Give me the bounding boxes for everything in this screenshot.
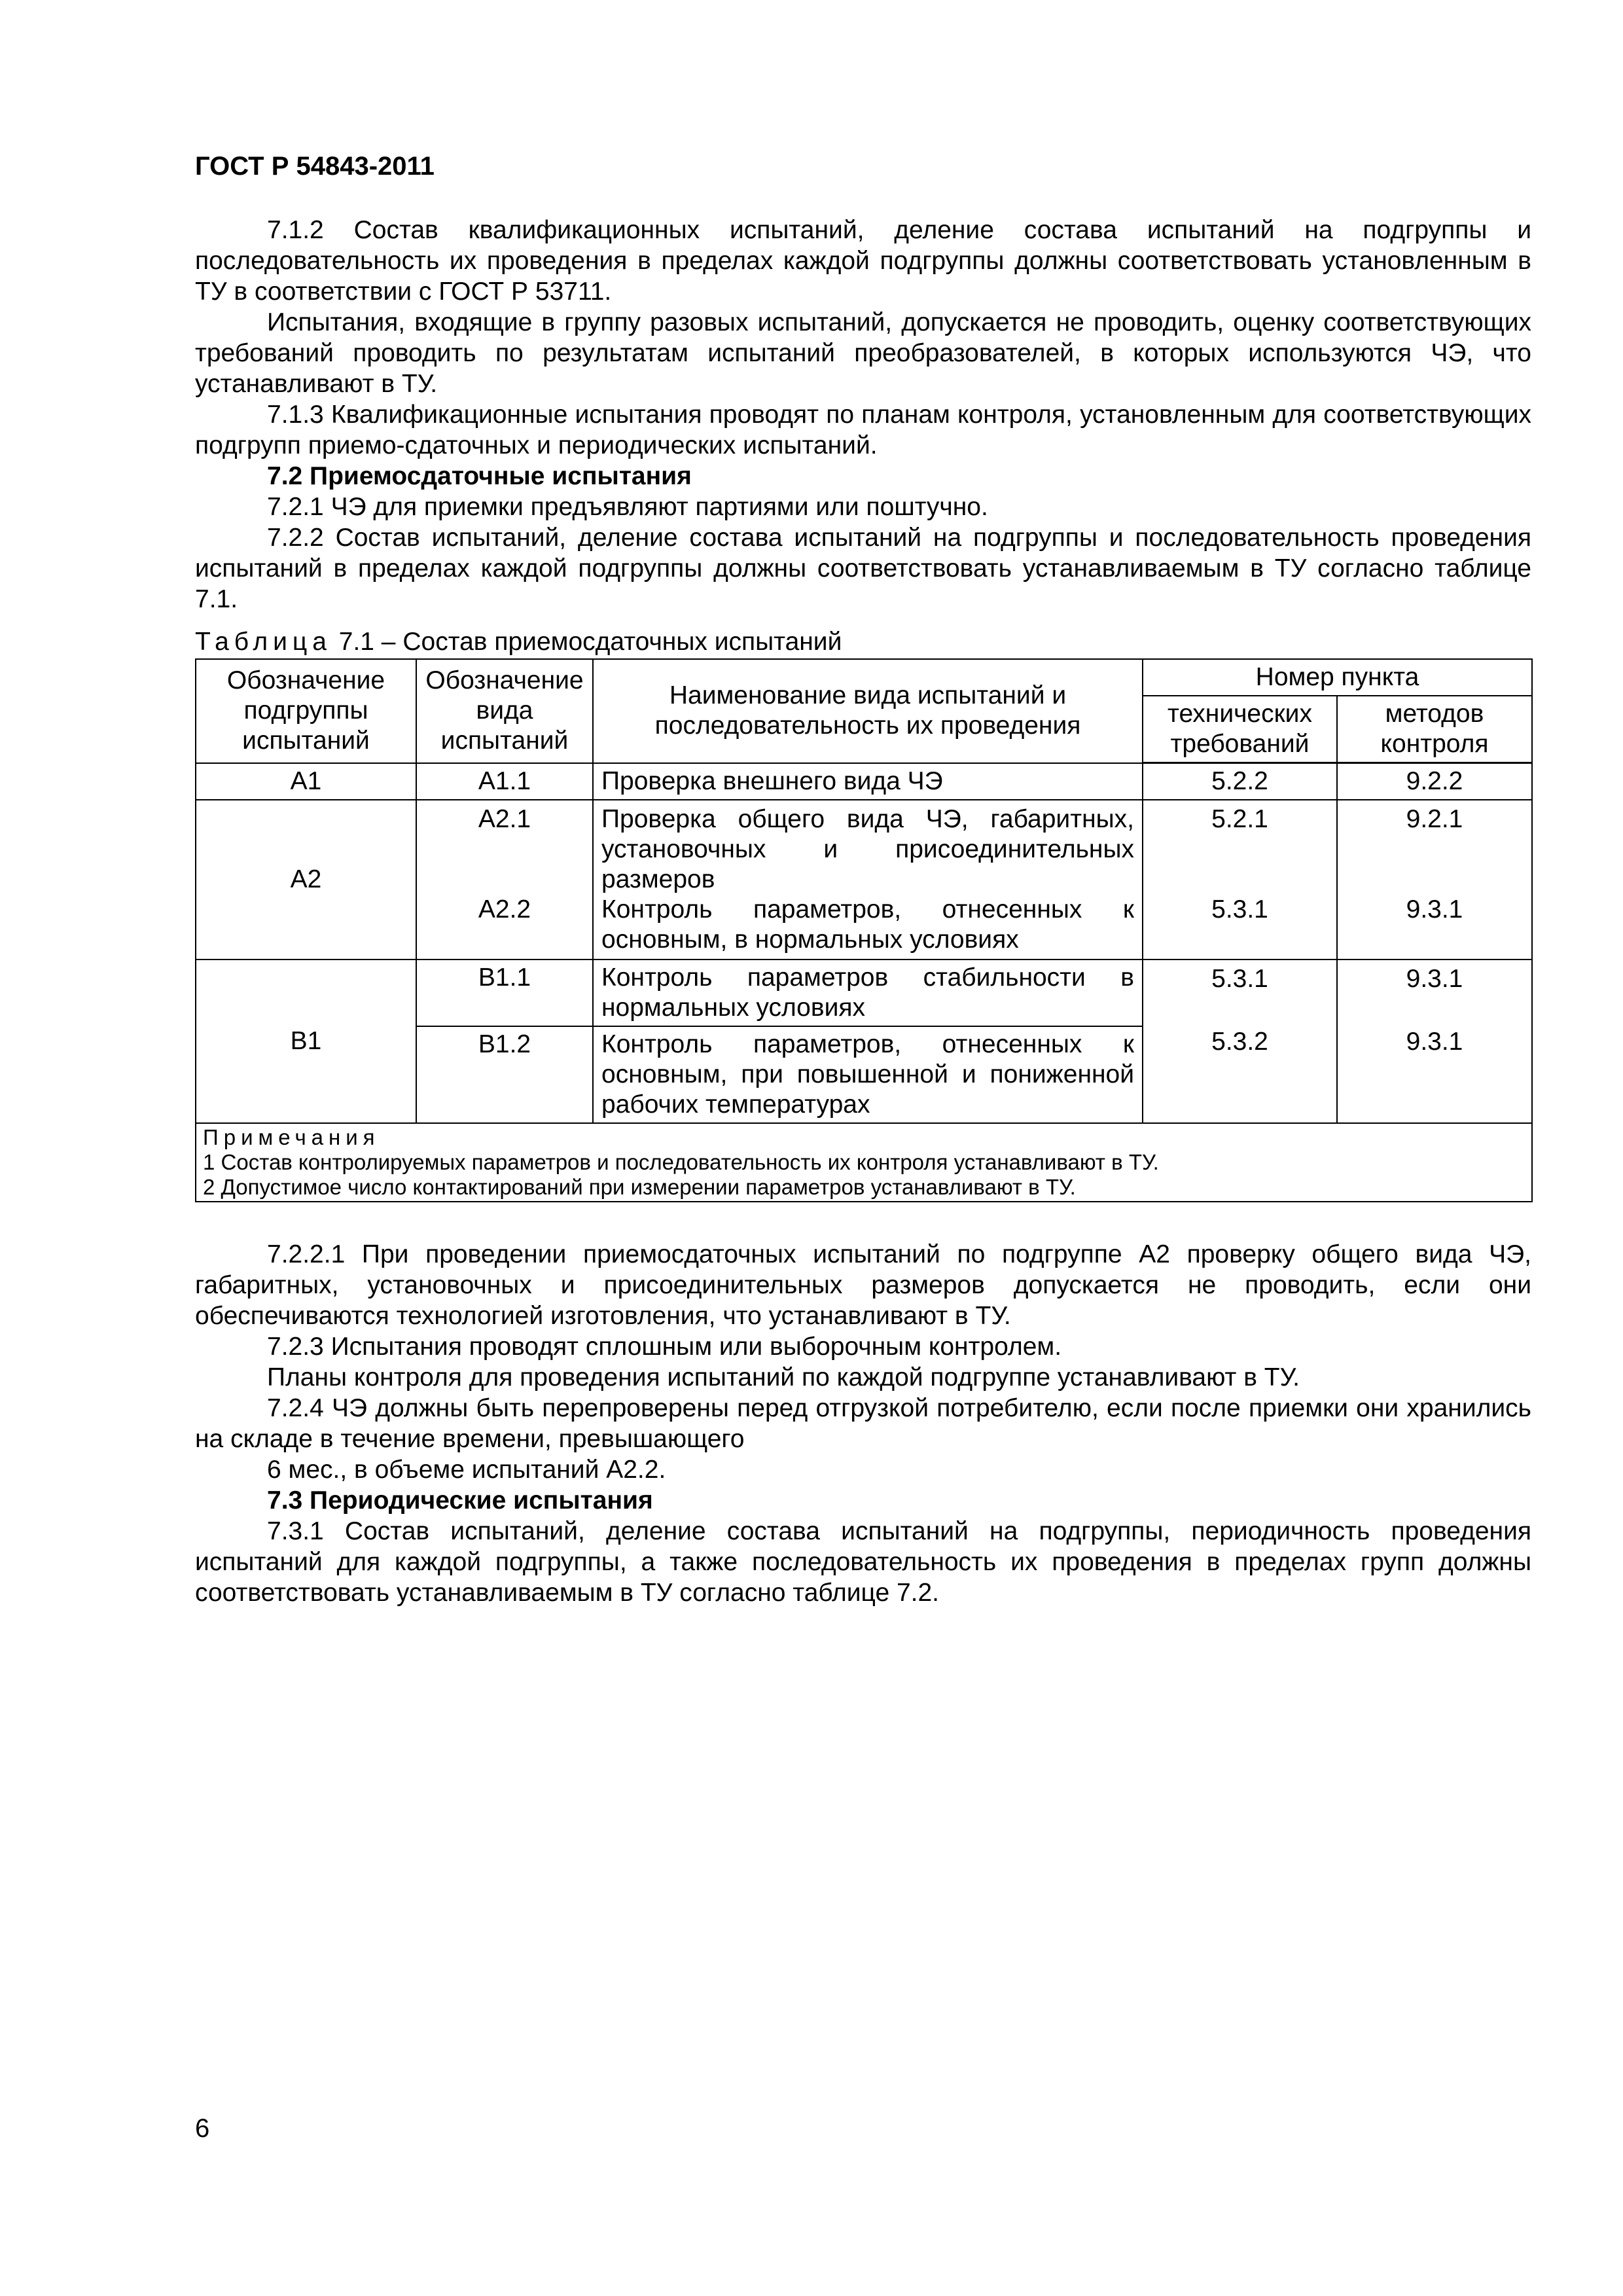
method-clause-cell: 9.2.2 — [1337, 763, 1532, 800]
header-test-name: Наименование вида испытаний и последовательность их проведения — [593, 659, 1143, 763]
test-id-cell: В1.1 — [416, 960, 593, 1026]
test-id-a2-1: А2.1 — [478, 805, 531, 833]
test-id-cell — [416, 800, 593, 960]
group-cell-a2: А2 — [196, 800, 416, 960]
paragraph-six-months: 6 мес., в объеме испытаний А2.2. — [267, 1456, 666, 1484]
paragraph-7-3-1: 7.3.1 Состав испытаний, деление состава испытаний на подгруппы, периодичность проведения испытаний для каждой подгруппы, а также последовательность их проведения в пределах групп должны соответствовать устанавливаемым в ТУ согласно таблице 7.2. — [195, 1517, 1531, 1607]
tech-clause-cell: 5.2.2 — [1143, 763, 1337, 800]
method-clause-a2-1: 9.2.1 — [1406, 805, 1463, 833]
tech-clause-cell — [1143, 960, 1337, 1123]
table-caption — [195, 626, 1531, 657]
header-clause-number: Номер пункта — [1143, 659, 1532, 696]
paragraph-7-2-3: 7.2.3 Испытания проводят сплошным или выборочным контролем. — [267, 1333, 1062, 1361]
document-header: ГОСТ Р 54843-2011 — [195, 152, 435, 181]
table-row — [196, 800, 1532, 960]
note-1: 1 Состав контролируемых параметров и последовательность их контроля устанавливают в ТУ. — [203, 1150, 1159, 1174]
table-caption-word: Таблица — [195, 628, 332, 656]
note-2: 2 Допустимое число контактирований при измерении параметров устанавливают в ТУ. — [203, 1175, 1076, 1199]
table-notes — [196, 1123, 1532, 1202]
paragraph-7-2-2-1: 7.2.2.1 При проведении приемосдаточных испытаний по подгруппе А2 проверку общего вида ЧЭ, габаритных, установочных и присоединительных размеров допускается не проводить, если они обеспечиваются технологией изготовления, что устанавливают в ТУ. — [195, 1240, 1531, 1330]
tech-clause-cell — [1143, 800, 1337, 960]
notes-row — [196, 1123, 1532, 1202]
paragraph-single-tests: Испытания, входящие в группу разовых испытаний, допускается не проводить, оценку соответствующих требований проводить по результатам испытаний преобразователей, в которых используются ЧЭ, что устанавливают в ТУ. — [195, 308, 1531, 398]
tech-clause-b1-2: 5.3.2 — [1211, 1028, 1268, 1056]
tech-clause-a2-1: 5.2.1 — [1211, 805, 1268, 833]
method-clause-cell — [1337, 960, 1532, 1123]
table-caption-title: 7.1 – Состав приемосдаточных испытаний — [331, 628, 842, 656]
test-id-a2-2: А2.2 — [478, 895, 531, 924]
method-clause-b1-1: 9.3.1 — [1406, 965, 1463, 993]
tech-clause-b1-1: 5.3.1 — [1211, 965, 1268, 993]
paragraph-7-2-4: 7.2.4 ЧЭ должны быть перепроверены перед отгрузкой потребителю, если после приемки они хранились на складе в течение времени, превышающего — [195, 1394, 1531, 1453]
heading-7-3: 7.3 Периодические испытания — [267, 1486, 653, 1515]
method-clause-a2-2: 9.3.1 — [1406, 895, 1463, 924]
table-row — [196, 960, 1532, 1026]
test-name-cell — [593, 800, 1143, 960]
header-test-id: Обозначение вида испытаний — [416, 659, 593, 763]
header-control-methods: методов контроля — [1337, 696, 1532, 763]
after-table-section — [195, 1239, 1531, 1608]
header-subgroup: Обозначение подгруппы испытаний — [196, 659, 416, 763]
paragraph-7-2-2: 7.2.2 Состав испытаний, деление состава испытаний на подгруппы и последовательность проведения испытаний в пределах каждой подгруппы должны соответствовать устанавливаемым в ТУ согласно таблице 7.1. — [195, 524, 1531, 613]
group-cell-b1: В1 — [196, 960, 416, 1123]
group-cell-a1: А1 — [196, 763, 416, 800]
tech-clause-a2-2: 5.3.1 — [1211, 895, 1268, 924]
paragraph-7-1-2: 7.1.2 Состав квалификационных испытаний, деление состава испытаний на подгруппы и последовательность их проведения в пределах каждой подгруппы должны соответствовать установленным в ТУ в соответствии с ГОСТ Р 53711. — [195, 216, 1531, 306]
heading-7-2: 7.2 Приемосдаточные испытания — [267, 462, 692, 490]
test-id-cell: В1.2 — [416, 1026, 593, 1123]
test-name-cell: Контроль параметров стабильности в нормальных условиях — [593, 960, 1143, 1026]
notes-title: Примечания — [203, 1125, 380, 1149]
header-tech-requirements: технических требований — [1143, 696, 1337, 763]
paragraph-7-2-1: 7.2.1 ЧЭ для приемки предъявляют партиями или поштучно. — [267, 493, 988, 521]
test-name-cell: Проверка внешнего вида ЧЭ — [593, 763, 1143, 800]
test-name-cell: Контроль параметров, отнесенных к основным, при повышенной и пониженной рабочих температурах — [593, 1026, 1143, 1123]
method-clause-cell — [1337, 800, 1532, 960]
test-name-a2-2: Контроль параметров, отнесенных к основным, в нормальных условиях — [601, 895, 1134, 954]
table-row — [196, 763, 1532, 800]
test-name-a2-1: Проверка общего вида ЧЭ, габаритных, установочных и присоединительных размеров — [601, 805, 1134, 893]
paragraph-control-plans: Планы контроля для проведения испытаний по каждой подгруппе устанавливают в ТУ. — [267, 1363, 1300, 1391]
method-clause-b1-2: 9.3.1 — [1406, 1028, 1463, 1056]
test-id-cell: А1.1 — [416, 763, 593, 800]
paragraph-7-1-3: 7.1.3 Квалификационные испытания проводят по планам контроля, установленным для соответствующих подгрупп приемо-сдаточных и периодических испытаний. — [195, 401, 1531, 459]
acceptance-tests-table — [195, 658, 1533, 1202]
page-body — [195, 215, 1531, 1608]
page-number: 6 — [195, 2114, 210, 2143]
